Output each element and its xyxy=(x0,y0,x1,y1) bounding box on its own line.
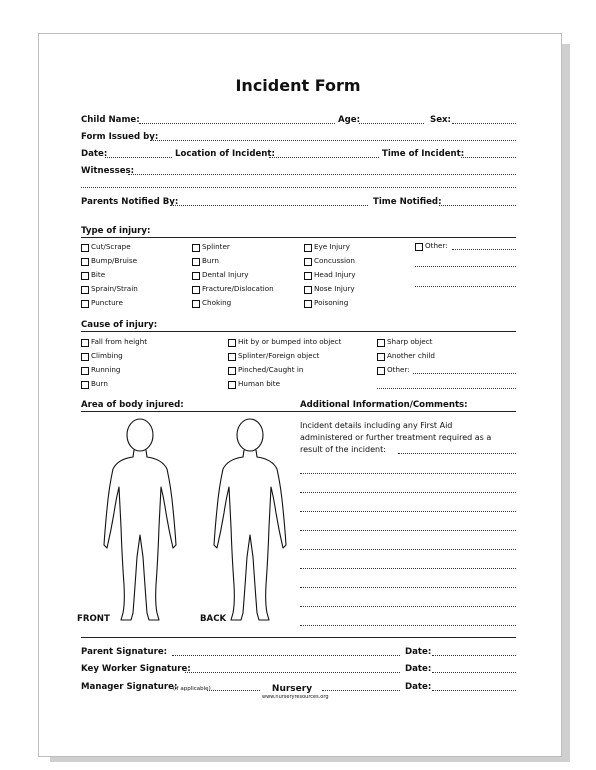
injury-option: Nose Injury xyxy=(314,284,355,293)
info-line[interactable] xyxy=(300,625,516,626)
injury-option: Head Injury xyxy=(314,270,356,279)
logo-url: www.nurseryresources.org xyxy=(262,694,329,700)
injury-option: Burn xyxy=(202,256,219,265)
checkbox-sprain-strain[interactable] xyxy=(81,286,89,294)
location-field[interactable] xyxy=(269,157,379,158)
cause-option: Burn xyxy=(91,379,108,388)
checkbox-cause-other[interactable] xyxy=(377,367,385,375)
body-back-figure[interactable] xyxy=(210,417,290,625)
checkbox-climbing[interactable] xyxy=(81,353,89,361)
info-line[interactable] xyxy=(300,606,516,607)
checkbox-head-injury[interactable] xyxy=(304,272,312,280)
injury-option: Concussion xyxy=(314,256,355,265)
additional-info-heading: Additional Information/Comments: xyxy=(300,400,468,410)
cause-option: Pinched/Caught in xyxy=(238,365,304,374)
time-of-incident-field[interactable] xyxy=(461,157,516,158)
front-label: FRONT xyxy=(77,614,110,624)
key-worker-signature-label: Key Worker Signature: xyxy=(81,664,191,674)
parents-notified-label: Parents Notified By: xyxy=(81,197,179,207)
cause-option: Fall from height xyxy=(91,337,148,346)
injury-option: Cut/Scrape xyxy=(91,242,131,251)
cause-option: Climbing xyxy=(91,351,123,360)
logo-name: Nursery xyxy=(271,684,313,694)
injury-divider xyxy=(81,237,516,238)
nursery-logo xyxy=(262,684,329,700)
witnesses-field[interactable] xyxy=(128,174,516,175)
child-name-field[interactable] xyxy=(139,123,335,124)
age-field[interactable] xyxy=(359,123,424,124)
info-instruction-line1: Incident details including any First Aid xyxy=(300,421,453,430)
checkbox-choking[interactable] xyxy=(192,300,200,308)
checkbox-sharp-object[interactable] xyxy=(377,339,385,347)
key-worker-date-label: Date: xyxy=(405,664,432,674)
injury-heading: Type of injury: xyxy=(81,226,151,236)
sex-field[interactable] xyxy=(452,123,516,124)
cause-other-field-line2[interactable] xyxy=(377,388,516,389)
manager-signature-field[interactable] xyxy=(207,690,260,691)
cause-option: Human bite xyxy=(238,379,281,388)
checkbox-cause-burn[interactable] xyxy=(81,381,89,389)
cause-option: Sharp object xyxy=(387,337,433,346)
checkbox-fall-from-height[interactable] xyxy=(81,339,89,347)
date-label: Date: xyxy=(81,149,108,159)
back-label: BACK xyxy=(200,614,227,624)
injury-option: Poisoning xyxy=(314,298,349,307)
checkbox-human-bite[interactable] xyxy=(228,381,236,389)
cause-option: Hit by or bumped into object xyxy=(238,337,342,346)
info-instruction-line2: administered or further treatment required as a xyxy=(300,433,492,442)
checkbox-running[interactable] xyxy=(81,367,89,375)
witnesses-field-line2[interactable] xyxy=(81,187,516,188)
date-field[interactable] xyxy=(105,157,172,158)
injury-option: Dental Injury xyxy=(202,270,249,279)
parents-notified-field[interactable] xyxy=(173,205,368,206)
info-line[interactable] xyxy=(300,492,516,493)
checkbox-cut-scrape[interactable] xyxy=(81,244,89,252)
checkbox-bump-bruise[interactable] xyxy=(81,258,89,266)
info-line[interactable] xyxy=(300,549,516,550)
injury-option: Puncture xyxy=(91,298,123,307)
key-worker-date-field[interactable] xyxy=(432,672,516,673)
cause-heading: Cause of injury: xyxy=(81,320,158,330)
if-applicable-note: (if applicable) xyxy=(173,686,211,692)
checkbox-another-child[interactable] xyxy=(377,353,385,361)
child-name-label: Child Name: xyxy=(81,115,140,125)
injury-option: Bump/Bruise xyxy=(91,256,138,265)
parent-signature-field[interactable] xyxy=(172,655,400,656)
checkbox-splinter[interactable] xyxy=(192,244,200,252)
manager-signature-field-2[interactable] xyxy=(322,690,400,691)
cause-other-field[interactable] xyxy=(413,373,516,374)
form-title: Incident Form xyxy=(235,76,361,95)
info-line[interactable] xyxy=(300,587,516,588)
checkbox-eye-injury[interactable] xyxy=(304,244,312,252)
witnesses-label: Witnesses: xyxy=(81,166,135,176)
manager-date-label: Date: xyxy=(405,682,432,692)
key-worker-signature-field[interactable] xyxy=(185,672,400,673)
cause-divider xyxy=(81,331,516,332)
parent-date-label: Date: xyxy=(405,647,432,657)
info-instruction-line3: result of the incident: xyxy=(300,445,386,454)
parent-date-field[interactable] xyxy=(432,655,516,656)
injury-option: Splinter xyxy=(202,242,230,251)
info-line[interactable] xyxy=(398,453,516,454)
checkbox-bite[interactable] xyxy=(81,272,89,280)
info-line[interactable] xyxy=(300,473,516,474)
cause-option: Splinter/Foreign object xyxy=(238,351,320,360)
cause-option: Other: xyxy=(387,365,410,374)
injury-option: Eye Injury xyxy=(314,242,350,251)
checkbox-concussion[interactable] xyxy=(304,258,312,266)
injury-option: Bite xyxy=(91,270,106,279)
time-of-incident-label: Time of Incident: xyxy=(382,149,465,159)
parent-signature-label: Parent Signature: xyxy=(81,647,168,657)
issued-by-label: Form Issued by: xyxy=(81,132,159,142)
injury-option: Fracture/Dislocation xyxy=(202,284,274,293)
body-divider xyxy=(81,411,516,412)
checkbox-nose-injury[interactable] xyxy=(304,286,312,294)
injury-other-field[interactable] xyxy=(452,249,516,250)
checkbox-pinched-caught-in[interactable] xyxy=(228,367,236,375)
injury-other-field-line3[interactable] xyxy=(415,286,516,287)
signature-divider xyxy=(81,637,516,638)
body-area-heading: Area of body injured: xyxy=(81,400,184,410)
injury-other-label: Other: xyxy=(425,241,448,250)
cause-option: Running xyxy=(91,365,121,374)
checkbox-injury-other[interactable] xyxy=(415,243,423,251)
location-label: Location of Incident: xyxy=(175,149,275,159)
injury-option: Sprain/Strain xyxy=(91,284,138,293)
cause-option: Another child xyxy=(387,351,435,360)
checkbox-hit-by-object[interactable] xyxy=(228,339,236,347)
checkbox-fracture-dislocation[interactable] xyxy=(192,286,200,294)
info-line[interactable] xyxy=(300,511,516,512)
manager-date-field[interactable] xyxy=(432,690,516,691)
time-notified-label: Time Notified: xyxy=(373,197,442,207)
issued-by-field[interactable] xyxy=(153,140,516,141)
checkbox-burn[interactable] xyxy=(192,258,200,266)
sex-label: Sex: xyxy=(430,115,451,125)
checkbox-dental-injury[interactable] xyxy=(192,272,200,280)
body-front-figure[interactable] xyxy=(100,417,180,625)
info-line[interactable] xyxy=(300,530,516,531)
injury-other-field-line2[interactable] xyxy=(415,266,516,267)
checkbox-puncture[interactable] xyxy=(81,300,89,308)
injury-option: Choking xyxy=(202,298,232,307)
checkbox-splinter-foreign-object[interactable] xyxy=(228,353,236,361)
manager-signature-label: Manager Signature: xyxy=(81,682,178,692)
time-notified-field[interactable] xyxy=(439,205,516,206)
checkbox-poisoning[interactable] xyxy=(304,300,312,308)
info-line[interactable] xyxy=(300,568,516,569)
age-label: Age: xyxy=(338,115,361,125)
